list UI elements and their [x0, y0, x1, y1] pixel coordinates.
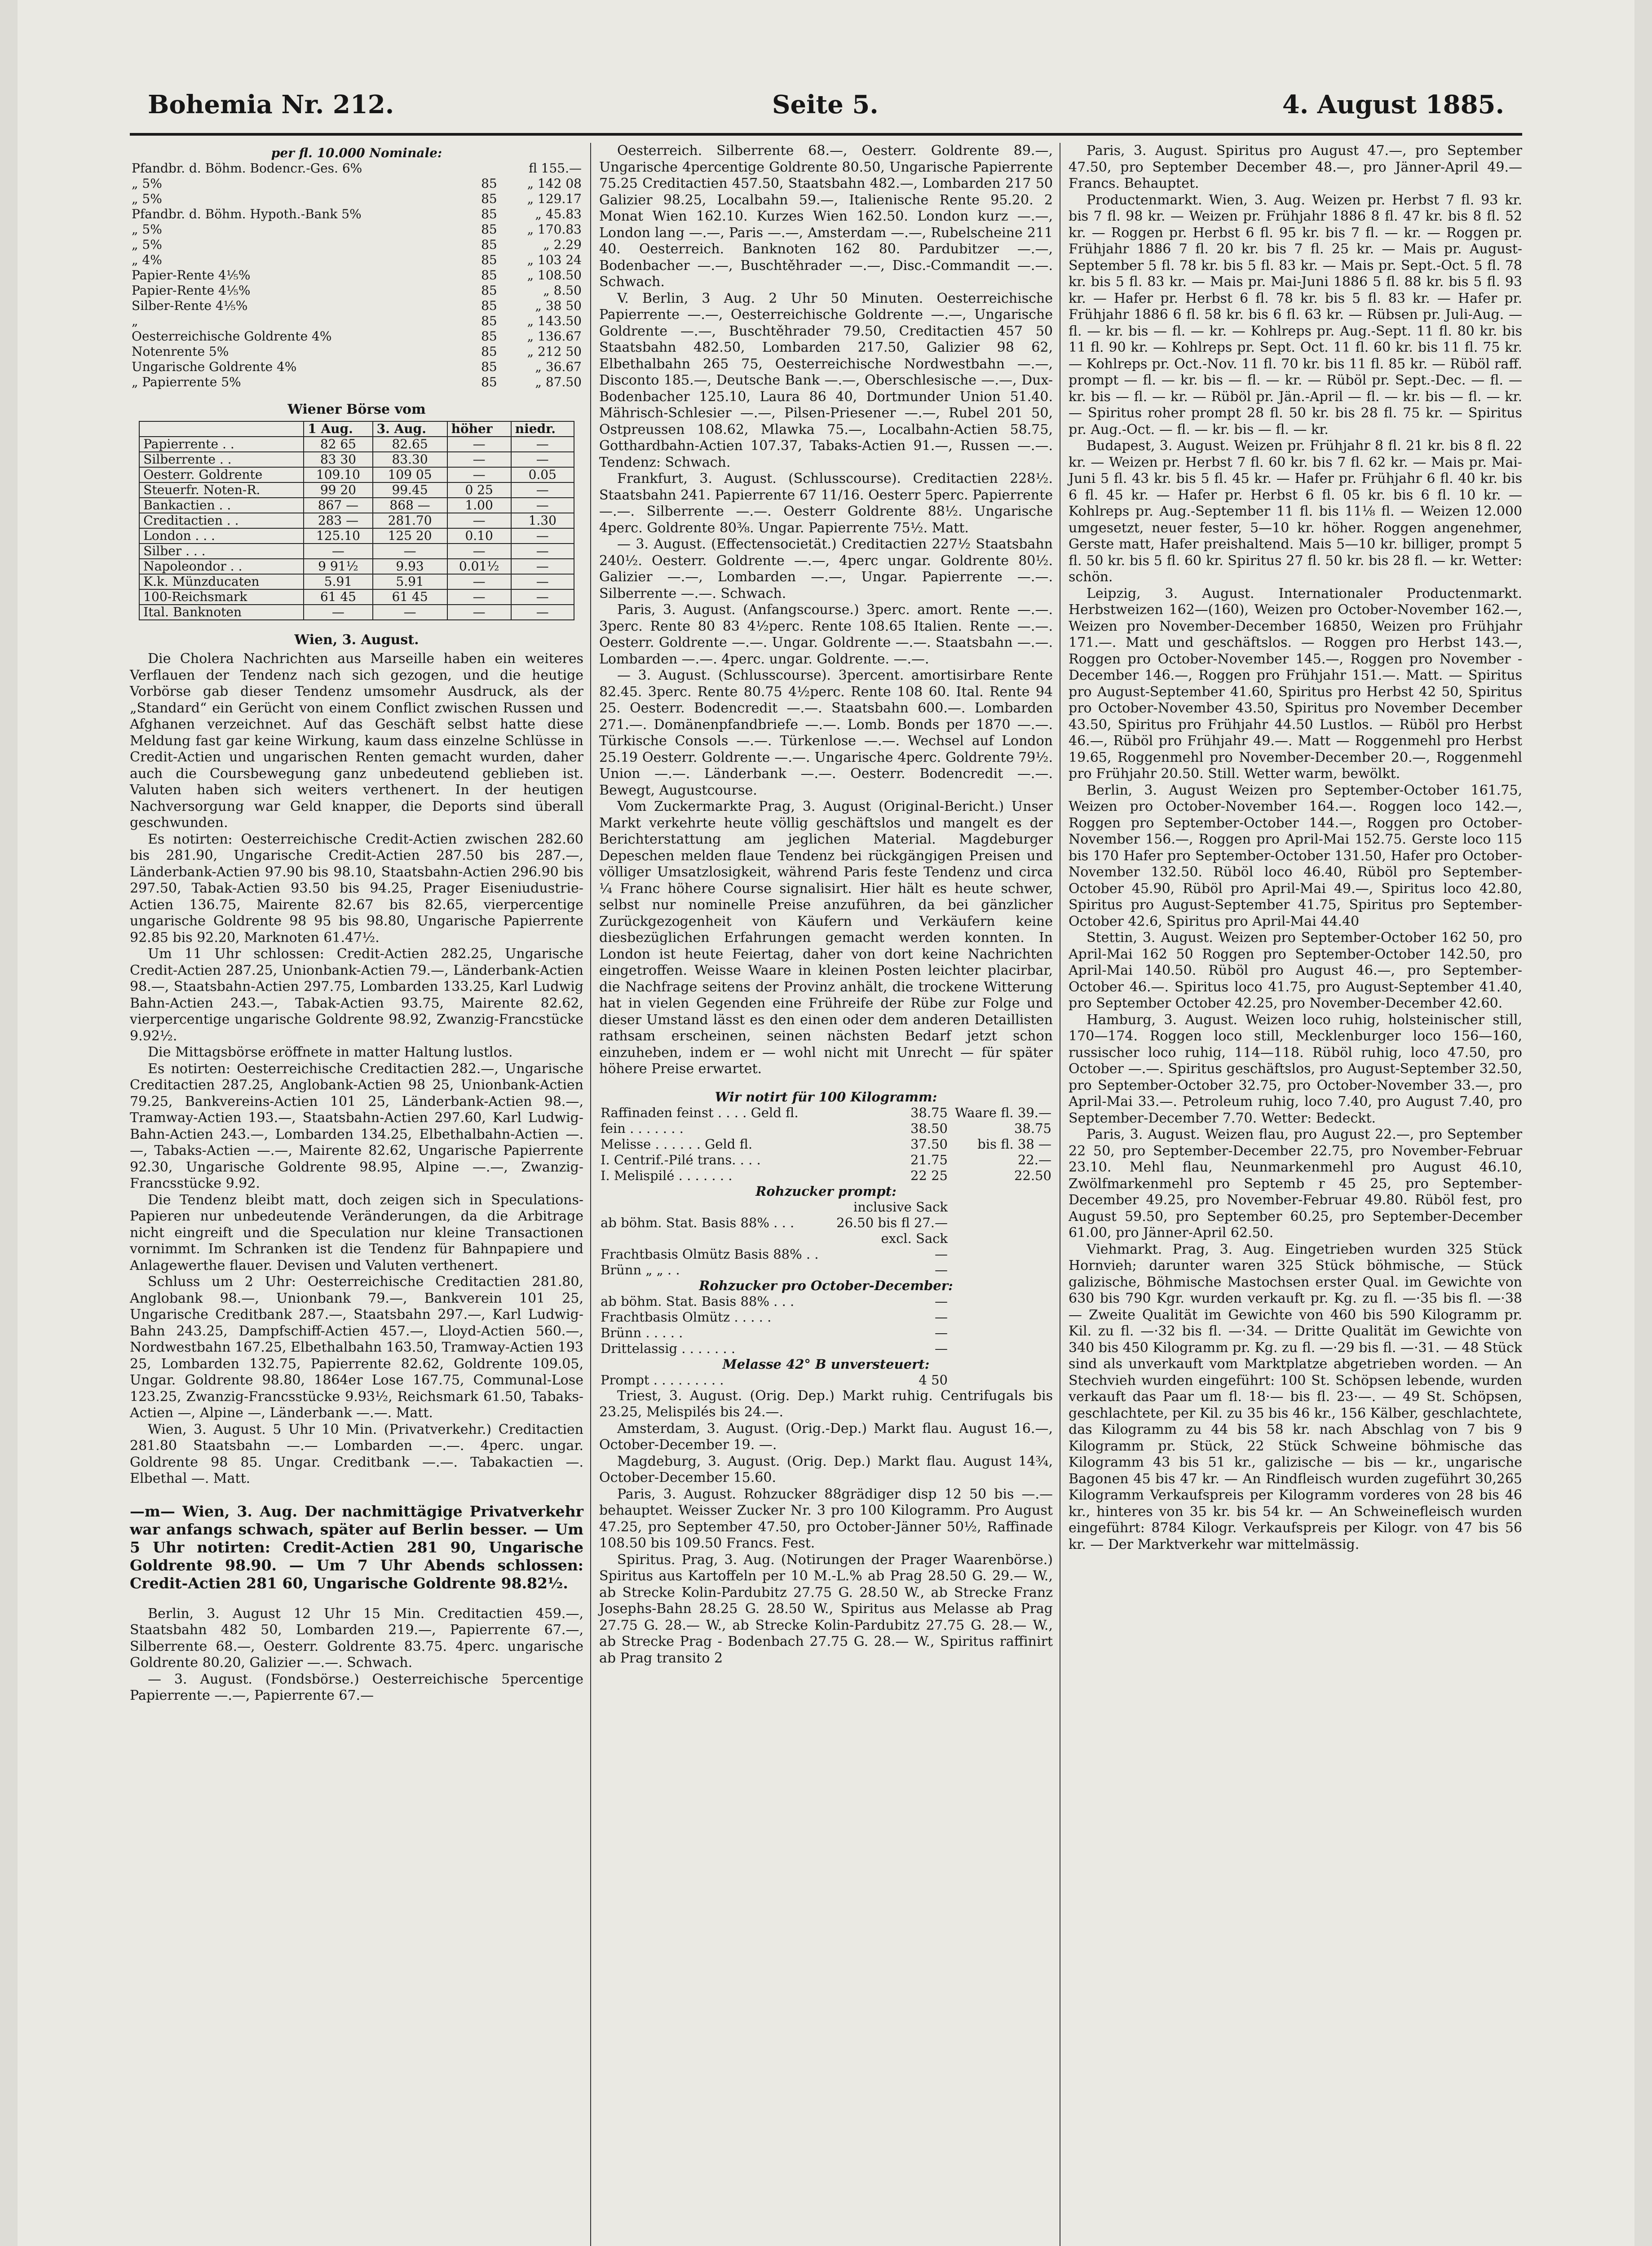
- column-2-tail: [599, 1388, 1053, 1667]
- wiener-row: [139, 513, 574, 528]
- wiener-cell: 867 —: [304, 498, 372, 513]
- wiener-cell: 109.10: [304, 467, 372, 482]
- wiener-cell: 0.10: [447, 528, 511, 544]
- column-2: [599, 143, 1053, 1667]
- wiener-cell: —: [373, 544, 447, 559]
- market-paragraph: — 3. August. (Effectensocietät.) Creditactien 227½ Staatsbahn 240½. Oesterr. Goldrente —.—, 4perc ungar. Goldrente 80½. Galizier —.—, Lombarden —.—, Ungar. Papierrente —.—. Silberrente —.—. Schwach.: [599, 536, 1053, 601]
- wiener-cell: —: [447, 544, 511, 559]
- pfandbrief-rate: 85: [481, 176, 497, 191]
- pfandbrief-row: [130, 268, 583, 283]
- wiener-column-header: höher: [447, 421, 511, 437]
- pfandbrief-value: „ 212 50: [527, 344, 582, 359]
- pfandbrief-value: „ 103 24: [527, 252, 582, 267]
- wiener-cell: 99 20: [304, 482, 372, 498]
- pfandbrief-label: Oesterreichische Goldrente 4%: [132, 329, 332, 344]
- sugar-market-table: [599, 1089, 1053, 1388]
- page-header: [130, 90, 1522, 130]
- pfandbrief-value: „ 170.83: [527, 222, 582, 237]
- pfandbrief-value: „ 129.17: [527, 191, 582, 206]
- october-row-cell: ab böhm. Stat. Basis 88% . . .: [601, 1293, 795, 1309]
- pfandbrief-rate: 85: [481, 344, 497, 359]
- pfandbrief-rate: 85: [481, 359, 497, 374]
- pfandbrief-label: Pfandbr. d. Böhm. Hypoth.-Bank 5%: [132, 207, 362, 221]
- rohzucker-row-cell: —: [935, 1262, 948, 1278]
- wiener-cell: —: [304, 605, 372, 620]
- wiener-cell: —: [511, 589, 574, 605]
- pfandbrief-value: „ 38 50: [535, 298, 582, 313]
- wiener-row-label: Creditactien . .: [139, 513, 304, 528]
- pfandbrief-row: [130, 283, 583, 298]
- rohzucker-row: [599, 1215, 1053, 1231]
- market-paragraph: Paris, 3. August. Weizen flau, pro August 22.—, pro September 22 50, pro September-December 22.75, pro November-Februar 23.10. Mehl flau, Neunmarkenmehl pro August 46.10, Zwölfmarkenmehl pro Septemb r 45 25, pro September-December 49.25, pro November-Februar 49.80. Rüböl fest, pro August 59.50, pro September 60.25, pro September-December 61.00, pro Jänner-April 62.50.: [1069, 1127, 1522, 1241]
- wiener-cell: 125 20: [373, 528, 447, 544]
- wiener-row-label: London . . .: [139, 528, 304, 544]
- pfandbrief-row: [130, 298, 583, 314]
- pfandbrief-table: [130, 146, 583, 390]
- header-date: 4. August 1885.: [1282, 90, 1504, 119]
- market-paragraph: Budapest, 3. August. Weizen pr. Frühjahr 8 fl. 21 kr. bis 8 fl. 22 kr. — Weizen pr. Herbst 7 fl. 60 kr. bis 7 fl. 62 kr. — Mais pr. Mai-Juni 5 fl. 43 kr. bis 5 fl. 45 kr. — Hafer pr. Frühjahr 6 fl. 40 kr. bis 6 fl. 45 kr. — Hafer pr. Herbst 6 fl. 05 kr. bis 6 fl. 10 kr. — Kohlreps pr. Aug.-September 11 fl. bis 11⅛ fl. — Weizen 12.000 umgesetzt, neuer fester, 5—10 kr. höher. Roggen angenehmer, Gerste matt, Hafer preishaltend. Mais 5—10 kr. billiger, prompt 5 fl. 50 kr. bis 5 fl. 60 kr. Spiritus 27 fl. 50 kr. bis 28 fl. — kr. Wetter: schön.: [1069, 438, 1522, 585]
- sugar-row-cell: I. Melispilé . . . . . . .: [601, 1167, 733, 1183]
- wiener-row: [139, 437, 574, 452]
- october-row-cell: —: [935, 1293, 948, 1309]
- column-divider: [590, 143, 591, 2246]
- wiener-boerse-title: Wiener Börse vom: [287, 402, 426, 417]
- wiener-row-label: Napoleondor . .: [139, 559, 304, 574]
- pfandbrief-row: [130, 359, 583, 375]
- melasse-value: 4 50: [919, 1372, 948, 1388]
- rohzucker-row-cell: excl. Sack: [881, 1230, 948, 1246]
- market-paragraph: Productenmarkt. Wien, 3. Aug. Weizen pr. Herbst 7 fl. 93 kr. bis 7 fl. 98 kr. — Weizen pr. Frühjahr 1886 8 fl. 47 kr. bis 8 fl. 52 kr. — Roggen pr. Herbst 6 fl. 95 kr. bis 7 fl. — kr. — Roggen pr. Frühjahr 1886 7 fl. 20 kr. bis 7 fl. 25 kr. — Mais pr. August-September 5 fl. 78 kr. bis 5 fl. 83 kr. — Mais pr. Sept.-Oct. 5 fl. 78 kr. bis 5 fl. 83 kr. — Mais pr. Mai-Juni 1886 5 fl. 88 kr. bis 5 fl. 93 kr. — Hafer pr. Herbst 6 fl. 78 kr. bis 5 fl. 83 kr. — Hafer pr. Frühjahr 1886 6 fl. 58 kr. bis 6 fl. 63 kr. — Rübsen pr. Juli-Aug. — fl. — kr. bis — fl. — kr. — Kohlreps pr. Aug.-Sept. 11 fl. 80 kr. bis 11 fl. 90 kr. — Kohlreps pr. Sept. Oct. 11 fl. 60 kr. bis 11 fl. 75 kr. — Kohlreps pr. Oct.-Nov. 11 fl. 70 kr. bis 11 fl. 85 kr. — Rüböl raff. prompt — fl. — kr. bis — fl. — kr. — Rüböl pr. Sept.-Dec. — fl. — kr. bis — fl. — kr. — Rüböl pr. Jän.-April — fl. — kr. bis — fl. — kr. — Spiritus roher prompt 28 fl. 50 kr. bis 28 fl. 75 kr. — Spiritus pr. Aug.-Oct. — fl. — kr. bis — fl. — kr.: [1069, 192, 1522, 438]
- pfandbrief-label: „ Papierrente 5%: [132, 375, 241, 389]
- pfandbrief-row: [130, 176, 583, 191]
- pfandbrief-label: Notenrente 5%: [132, 344, 229, 359]
- pfandbrief-row: [130, 375, 583, 390]
- header-rule: [130, 133, 1522, 136]
- wiener-cell: 5.91: [373, 574, 447, 589]
- pfandbrief-value: fl 155.—: [529, 161, 582, 176]
- column-1: [130, 143, 583, 1704]
- pfandbrief-value: „ 2.29: [543, 237, 582, 252]
- wiener-row: [139, 574, 574, 589]
- column-1-tail: [130, 1606, 583, 1704]
- market-paragraph: Paris, 3. August. Rohzucker 88grädiger disp 12 50 bis —.— behauptet. Weisser Zucker Nr. 3 pro 100 Kilogramm. Pro August 47.25, pro September 47.50, pro October-Jänner 50½, Raffinade 108.50 bis 109.50 Francs. Fest.: [599, 1486, 1053, 1551]
- pfandbrief-row: [130, 329, 583, 344]
- wiener-row-label: 100-Reichsmark: [139, 589, 304, 605]
- column-1-text: [130, 651, 583, 1487]
- wiener-row-label: Silber . . .: [139, 544, 304, 559]
- pfandbrief-label: „ 5%: [132, 222, 162, 237]
- wiener-row-label: Bankactien . .: [139, 498, 304, 513]
- wiener-cell: 281.70: [373, 513, 447, 528]
- wiener-cell: 283 —: [304, 513, 372, 528]
- wiener-cell: —: [511, 482, 574, 498]
- wiener-cell: 99.45: [373, 482, 447, 498]
- pfandbrief-label: Papier-Rente 4⅕%: [132, 268, 251, 283]
- wiener-cell: —: [511, 544, 574, 559]
- sugar-row-cell: 22.—: [1017, 1152, 1051, 1167]
- wiener-cell: 9 91½: [304, 559, 372, 574]
- pfandbrief-value: „ 87.50: [535, 375, 582, 389]
- pfandbrief-row: [130, 222, 583, 237]
- pfandbrief-heading: per fl. 10.000 Nominale:: [271, 146, 442, 160]
- pfandbrief-row: [130, 344, 583, 359]
- pfandbrief-label: „ 5%: [132, 191, 162, 206]
- market-paragraph: Um 11 Uhr schlossen: Credit-Actien 282.25, Ungarische Credit-Actien 287.25, Unionbank-Actien 79.—, Länderbank-Actien 98.—, Staatsbahn-Actien 297.75, Lombarden 133.25, Karl Ludwig Bahn-Actien 243.—, Tabak-Actien 93.75, Mairente 82.62, vierpercentige ungarische Goldrente 98.92, Zwanzig-Francstücke 9.92½.: [130, 946, 583, 1044]
- wiener-cell: —: [511, 574, 574, 589]
- rohzucker-row-cell: Brünn „ „ . .: [601, 1262, 680, 1278]
- rohzucker-row-cell: [949, 1262, 1053, 1278]
- market-paragraph: Stettin, 3. August. Weizen pro September-October 162 50, pro April-Mai 162 50 Roggen pro September-October 142.50, pro April-Mai 140.50. Rüböl pro August 46.—, pro September-October 46.—. Spiritus loco 41.75, pro August-September 41.40, pro September October 42.25, pro November-December 42.60.: [1069, 930, 1522, 1011]
- market-paragraph: — 3. August. (Schlusscourse). 3percent. amortisirbare Rente 82.45. 3perc. Rente 80.75 4½perc. Rente 108 60. Ital. Rente 94 25. Oesterr. Bodencredit —.—. Staatsbahn 600.—. Lombarden 271.—. Domänenpfandbriefe —.—. Lomb. Bonds per 1870 —.—. Türkische Consols —.—. Türkenlose —.—. Wechsel auf London 25.19 Oesterr. Goldrente —.—. Ungarische 4perc. Goldrente 79½. Union —.—. Länderbank —.—. Oesterr. Bodencredit —.—. Bewegt, Augustcourse.: [599, 668, 1053, 798]
- pfandbrief-label: Silber-Rente 4⅕%: [132, 298, 248, 313]
- wiener-cell: —: [511, 605, 574, 620]
- melasse-label: Prompt . . . . . . . . .: [601, 1372, 724, 1388]
- wiener-row-label: Steuerfr. Noten-R.: [139, 482, 304, 498]
- pfandbrief-label: Ungarische Goldrente 4%: [132, 359, 297, 374]
- pfandbrief-rate: 85: [481, 207, 497, 221]
- sugar-row: [599, 1136, 1053, 1152]
- market-paragraph: Hamburg, 3. August. Weizen loco ruhig, holsteinischer still, 170—174. Roggen loco still, Mecklenburger loco 156—160, russischer loco ruhig, 114—118. Rüböl ruhig, loco 47.50, pro October —.—. Spiritus geschäftslos, pro August-September 32.50, pro September-October 32.75, pro October-November 33.—, pro April-Mai 33.—. Petroleum ruhig, loco 7.40, pro August 7.40, pro September-December 7.70. Wetter: Bedeckt.: [1069, 1012, 1522, 1126]
- market-paragraph: — 3. August. (Fondsbörse.) Oesterreichische 5percentige Papierrente —.—, Papierrente 67.—: [130, 1671, 583, 1703]
- pfandbrief-label: Pfandbr. d. Böhm. Bodencr.-Ges. 6%: [132, 161, 362, 176]
- wiener-cell: —: [447, 605, 511, 620]
- market-paragraph: Amsterdam, 3. August. (Orig.-Dep.) Markt flau. August 16.—, October-December 19. —.: [599, 1420, 1053, 1453]
- pfandbrief-value: „ 108.50: [527, 268, 582, 283]
- market-paragraph: Es notirten: Oesterreichische Creditactien 282.—, Ungarische Creditactien 287.25, Anglobank-Actien 98 25, Unionbank-Actien 79.25, Bankvereins-Actien 101 25, Länderbank-Actien 98.—, Tramway-Actien 193.—, Staatsbahn-Actien 297.60, Karl Ludwig-Bahn-Actien 243.—, Lombarden 134.25, Elbethalbahn-Actien —.—, Tabaks-Actien —.—, Mairente 82.62, Ungarische Papierrente 92.30, Ungarische Goldrente 98.95, Alpine —.—, Zwanzig-Francsstücke 9.92.: [130, 1061, 583, 1191]
- sugar-row: [599, 1152, 1053, 1168]
- wiener-cell: —: [447, 467, 511, 482]
- wiener-row-label: Ital. Banknoten: [139, 605, 304, 620]
- market-paragraph: Die Tendenz bleibt matt, doch zeigen sich in Speculations-Papieren nur unbedeutende Veränderungen, da die Arbitrage nicht eingreift und die Speculation nur kleine Transactionen vornimmt. Im Schranken ist die Tendenz für Bahnpapiere und Anlagewerthe flauer. Devisen und Valuten verthenert.: [130, 1192, 583, 1273]
- rohzucker-row: [599, 1262, 1053, 1278]
- wiener-cell: —: [511, 559, 574, 574]
- rohzucker-row-cell: [949, 1215, 1053, 1231]
- wiener-cell: 82.65: [373, 437, 447, 452]
- pfandbrief-value: „ 8.50: [543, 283, 582, 298]
- rohzucker-heading: Rohzucker prompt:: [755, 1183, 897, 1199]
- sugar-row-cell: Raffinaden feinst . . . . Geld fl.: [601, 1105, 799, 1120]
- wiener-cell: —: [511, 528, 574, 544]
- pfandbrief-rate: 85: [481, 252, 497, 267]
- wiener-cell: —: [447, 452, 511, 467]
- market-paragraph: Frankfurt, 3. August. (Schlusscourse). Creditactien 228½. Staatsbahn 241. Papierrente 67 11/16. Oesterr 5perc. Papierrente —.—. Silberrente —.—. Oesterr Goldrente 88½. Ungarische 4perc. Goldrente 80⅜. Ungar. Papierrente 75½. Matt.: [599, 471, 1053, 536]
- rohzucker-row-cell: [949, 1247, 1053, 1262]
- october-row-cell: —: [935, 1325, 948, 1340]
- rohzucker-row-cell: [949, 1199, 1053, 1215]
- wiener-row-label: Oesterr. Goldrente: [139, 467, 304, 482]
- rohzucker-row: [599, 1199, 1053, 1215]
- pfandbrief-rate: 85: [481, 314, 497, 328]
- wiener-row: [139, 482, 574, 498]
- wiener-cell: —: [511, 498, 574, 513]
- column-2-text: [599, 143, 1053, 1078]
- sugar-row-cell: Melisse . . . . . . Geld fl.: [601, 1136, 753, 1152]
- pfandbrief-value: „ 136.67: [527, 329, 582, 344]
- wiener-cell: 5.91: [304, 574, 372, 589]
- pfandbrief-label: „ 5%: [132, 237, 162, 252]
- pfandbrief-value: „ 45.83: [535, 207, 582, 221]
- wiener-row: [139, 605, 574, 620]
- wiener-column-header: niedr.: [511, 421, 574, 437]
- pfandbrief-rate: 85: [481, 329, 497, 344]
- wiener-cell: —: [447, 589, 511, 605]
- wiener-cell: 61 45: [373, 589, 447, 605]
- column-3: [1069, 143, 1522, 1553]
- pfandbrief-label: „ 4%: [132, 252, 162, 267]
- market-paragraph: Berlin, 3. August 12 Uhr 15 Min. Creditactien 459.—, Staatsbahn 482 50, Lombarden 219.—, Papierrente 67.—, Silberrente 68.—, Oesterr. Goldrente 83.75. 4perc. ungarische Goldrente 80.20, Galizier —.—. Schwach.: [130, 1605, 583, 1671]
- wiener-row: [139, 452, 574, 467]
- october-row-cell: —: [935, 1340, 948, 1356]
- october-row: [599, 1309, 1053, 1325]
- newspaper-page: [18, 0, 1634, 2246]
- market-paragraph: Es notirten: Oesterreichische Credit-Actien zwischen 282.60 bis 281.90, Ungarische Credit-Actien 287.50 bis 287.—, Länderbank-Actien 97.90 bis 98.10, Staatsbahn-Actien 296.90 bis 297.50, Tabak-Actien 93.50 bis 94.25, Prager Eiseniudustrie-Actien 136.75, Mairente 82.67 bis 82.65, vierpercentige ungarische Goldrente 98 95 bis 98.80, Ungarische Papierrente 92.85 bis 92.20, Marknoten 61.47½.: [130, 831, 583, 946]
- rohzucker-row: [599, 1247, 1053, 1262]
- privatverkehr-notice: —m— Wien, 3. Aug. Der nachmittägige Privatverkehr war anfangs schwach, später auf Berlin besser. — Um 5 Uhr notirten: Credit-Actien 281 90, Ungarische Goldrente 98.90. — Um 7 Uhr Abends schlossen: Credit-Actien 281 60, Ungarische Goldrente 98.82½.: [130, 1502, 583, 1592]
- october-row: [599, 1341, 1053, 1357]
- wiener-row: [139, 467, 574, 482]
- rohzucker-row-cell: [949, 1231, 1053, 1247]
- wiener-column-header: [139, 421, 304, 437]
- wiener-cell: —: [511, 437, 574, 452]
- pfandbrief-value: „ 36.67: [535, 359, 582, 374]
- wiener-cell: 868 —: [373, 498, 447, 513]
- wiener-cell: 83.30: [373, 452, 447, 467]
- pfandbrief-value: „ 142 08: [527, 176, 582, 191]
- pfandbrief-row: [130, 161, 583, 176]
- october-row-cell: —: [935, 1309, 948, 1325]
- pfandbrief-row: [130, 252, 583, 268]
- rohzucker-row-cell: Frachtbasis Olmütz Basis 88% . .: [601, 1246, 819, 1262]
- wiener-row-label: Silberrente . .: [139, 452, 304, 467]
- wiener-cell: —: [373, 605, 447, 620]
- pfandbrief-rate: 85: [481, 298, 497, 313]
- wiener-row: [139, 544, 574, 559]
- pfandbrief-label: „ 5%: [132, 176, 162, 191]
- october-row-cell: Drittelassig . . . . . . .: [601, 1340, 736, 1356]
- sugar-row-cell: I. Centrif.-Pilé trans. . . .: [601, 1152, 761, 1167]
- rohzucker-row: [599, 1231, 1053, 1247]
- rohzucker-row-cell: 26.50 bis fl 27.—: [836, 1215, 948, 1230]
- wiener-row: [139, 498, 574, 513]
- melasse-heading: Melasse 42° B unversteuert:: [722, 1356, 930, 1372]
- october-row: [599, 1325, 1053, 1341]
- sugar-row-cell: 38.75: [1014, 1120, 1051, 1136]
- wiener-cell: 125.10: [304, 528, 372, 544]
- wiener-cell: 9.93: [373, 559, 447, 574]
- sugar-row-cell: fein . . . . . . .: [601, 1120, 684, 1136]
- column-3-text: [1069, 143, 1522, 1553]
- header-publication: Bohemia Nr. 212.: [148, 90, 394, 119]
- wiener-cell: —: [447, 513, 511, 528]
- pfandbrief-rate: 85: [481, 237, 497, 252]
- wien-heading: Wien, 3. August.: [294, 632, 419, 648]
- wiener-cell: 82 65: [304, 437, 372, 452]
- market-paragraph: Magdeburg, 3. August. (Orig. Dep.) Markt flau. August 14¾, October-December 15.60.: [599, 1453, 1053, 1486]
- sugar-row-cell: 22 25: [910, 1167, 948, 1183]
- sugar-row-cell: 37.50: [910, 1136, 948, 1152]
- wiener-row-label: K.k. Münzducaten: [139, 574, 304, 589]
- market-paragraph: Oesterreich. Silberrente 68.—, Oesterr. Goldrente 89.—, Ungarische 4percentige Goldrente 80.50, Ungarische Papierrente 75.25 Creditactien 457.50, Staatsbahn 482.—, Lombarden 217 50 Galizier 98.25, Localbahn 59.—, Italienische Rente 95.20. 2 Monat Wien 162.10. Kurzes Wien 162.50. London kurz —.—, London lang —.—, Paris —.—, Amsterdam —.—, Rubelscheine 211 40. Oesterreich. Banknoten 162 80. Pardubitzer —.—, Bodenbacher —.—, Buschtěhrader —.—, Disc.-Commandit —.—. Schwach.: [599, 143, 1053, 290]
- pfandbrief-row: [130, 207, 583, 222]
- wiener-boerse-table: [139, 421, 574, 620]
- market-paragraph: Schluss um 2 Uhr: Oesterreichische Creditactien 281.80, Anglobank 98.—, Unionbank 79.—, Bankverein 101 25, Ungarische Creditbank 287.—, Staatsbahn 297.—, Karl Ludwig-Bahn 243.25, Dampfschiff-Actien 457.—, Lloyd-Actien 560.—, Nordwestbahn 167.25, Elbethalbahn 163.50, Tramway-Actien 193 25, Lombarden 132.75, Papierrente 82.62, Goldrente 109.05, Ungar. Goldrente 98.80, 1864er Lose 167.75, Communal-Lose 123.25, Zwanzig-Francsstücke 9.93½, Reichsmark 61.50, Tabaks-Actien —, Alpine —, Länderbank —.—. Matt.: [130, 1274, 583, 1421]
- sugar-row-cell: 21.75: [910, 1152, 948, 1167]
- wiener-cell: —: [447, 437, 511, 452]
- sugar-row: [599, 1168, 1053, 1184]
- pfandbrief-rate: 85: [481, 283, 497, 298]
- pfandbrief-row: [130, 237, 583, 252]
- market-paragraph: Berlin, 3. August Weizen pro September-October 161.75, Weizen pro October-November 164.—. Roggen loco 142.—, Roggen pro September-October 144.—, Roggen pro October-November 156.—, Roggen pro April-Mai 152.75. Gerste loco 115 bis 170 Hafer pro September-October 131.50, Hafer pro October-November 132.50. Rüböl loco 46.40, Rüböl pro September-October 45.90, Rüböl pro April-Mai 49.—, Spiritus loco 42.80, Spiritus pro August-September 41.75, Spiritus pro September-October 42.6, Spiritus pro April-Mai 44.40: [1069, 782, 1522, 929]
- sugar-row-cell: 38.50: [910, 1120, 948, 1136]
- wiener-cell: 1.30: [511, 513, 574, 528]
- pfandbrief-label: Papier-Rente 4⅕%: [132, 283, 251, 298]
- wiener-cell: —: [447, 574, 511, 589]
- market-paragraph: Paris, 3. August. Spiritus pro August 47.—, pro September 47.50, pro September December 48.—, pro Jänner-April 49.— Francs. Behauptet.: [1069, 143, 1522, 191]
- wiener-row-label: Papierrente . .: [139, 437, 304, 452]
- market-paragraph: Triest, 3. August. (Orig. Dep.) Markt ruhig. Centrifugals bis 23.25, Melispilés bis 24.—.: [599, 1388, 1053, 1420]
- october-row: [599, 1294, 1053, 1309]
- wiener-cell: 0.01½: [447, 559, 511, 574]
- wiener-cell: 109 05: [373, 467, 447, 482]
- wiener-cell: —: [304, 544, 372, 559]
- rohzucker-row-cell: [599, 1199, 830, 1215]
- header-page-number: Seite 5.: [772, 90, 879, 119]
- market-paragraph: V. Berlin, 3 Aug. 2 Uhr 50 Minuten. Oesterreichische Papierrente —.—, Oesterreichische Goldrente —.—, Ungarische Goldrente —.—, Buschtěhrader 79.50, Creditactien 457 50 Staatsbahn 482.50, Lombarden 217.50, Galizier 98 62, Elbethalbahn 265 75, Oesterreichische Nordwestbahn —.—, Disconto 185.—, Deutsche Bank —.—, Oberschlesische —.—, Dux-Bodenbacher 125.10, Laura 86 40, Dortmunder Union 51.40. Mährisch-Schlesier —.—, Pilsen-Priesener —.—, Rubel 201 50, Ostpreussen 108.62, Mlawka 75.—, Localbahn-Actien 58.75, Gotthardbahn-Actien 107.37, Tabaks-Actien 91.—, Russen —.—. Tendenz: Schwach.: [599, 290, 1053, 470]
- october-row-cell: Frachtbasis Olmütz . . . . .: [601, 1309, 772, 1325]
- wiener-cell: —: [511, 452, 574, 467]
- sugar-heading: Wir notirt für 100 Kilogramm:: [715, 1089, 937, 1105]
- pfandbrief-rate: 85: [481, 375, 497, 389]
- pfandbrief-rate: 85: [481, 191, 497, 206]
- wiener-row: [139, 589, 574, 605]
- pfandbrief-rate: 85: [481, 222, 497, 237]
- pfandbrief-rate: [470, 161, 499, 176]
- pfandbrief-row: [130, 191, 583, 207]
- october-row-cell: Brünn . . . . .: [601, 1325, 683, 1340]
- market-paragraph: Spiritus. Prag, 3. Aug. (Notirungen der Prager Waarenbörse.) Spiritus aus Kartoffeln per 10 M.-L.% ab Prag 28.50 G. 29.— W., ab Strecke Kolin-Pardubitz 27.75 G. 28.50 W., ab Strecke Franz Josephs-Bahn 28.25 G. 28.50 W., Spiritus aus Melasse ab Prag 27.75 G. 28.— W., ab Strecke Kolin-Pardubitz 27.75 G. 28.— W., ab Strecke Prag - Bodenbach 27.75 G. 28.— W., Spiritus raffinirt ab Prag transito 2: [599, 1552, 1053, 1666]
- wiener-cell: 1.00: [447, 498, 511, 513]
- market-paragraph: Leipzig, 3. August. Internationaler Productenmarkt. Herbstweizen 162—(160), Weizen pro October-November 162.—, Weizen pro November-December 16850, Weizen pro Frühjahr 171.—. Matt und geschäftslos. — Roggen pro Herbst 143.—, Roggen pro October-November 145.—, Roggen pro November - December 146.—, Roggen pro Frühjahr 151.—. Matt. — Spiritus pro August-September 41.60, Spiritus pro Herbst 42 50, Spiritus pro October-November 43.50, Spiritus pro November December 43.50, Spiritus pro Frühjahr 44.50 Lustlos. — Rüböl pro Herbst 46.—, Rüböl pro Frühjahr 49.—. Matt — Roggenmehl pro Herbst 19.65, Roggenmehl pro November-December 20.—, Roggenmehl pro Frühjahr 20.50. Still. Wetter warm, bewölkt.: [1069, 585, 1522, 782]
- wiener-row: [139, 559, 574, 574]
- sugar-row: [599, 1121, 1053, 1136]
- market-paragraph: Die Cholera Nachrichten aus Marseille haben ein weiteres Verflauen der Tendenz nach sich gezogen, und die heutige Vorbörse gab dieser Tendenz umsomehr Ausdruck, als der „Standard“ ein Gerücht von einem Conflict zwischen Russen und Afghanen verzeichnet. Auf das Geschäft selbst hatte diese Meldung fast gar keine Wirkung, kaum dass einzelne Schlüsse in Credit-Actien und ungarischen Renten gemacht wurden, daher auch die Coursbewegung ganz unbedeutend geblieben ist. Valuten haben sich weiters verthenert. In der heutigen Nachversorgung war Geld knapper, die Deports sind überall geschwunden.: [130, 651, 583, 831]
- market-paragraph: Wien, 3. August. 5 Uhr 10 Min. (Privatverkehr.) Creditactien 281.80 Staatsbahn —.— Lombarden —.—. 4perc. ungar. Goldrente 98 85. Ungar. Creditbank —.—. Tabakactien —. Elbethal —. Matt.: [130, 1421, 583, 1486]
- wiener-column-header: 1 Aug.: [304, 421, 372, 437]
- market-paragraph: Die Mittagsbörse eröffnete in matter Haltung lustlos.: [148, 1044, 513, 1060]
- sugar-row-cell: 38.75: [910, 1105, 948, 1120]
- sugar-row-cell: bis fl. 38 —: [977, 1136, 1051, 1152]
- wiener-row: [139, 528, 574, 544]
- sugar-row: [599, 1105, 1053, 1121]
- market-paragraph: Paris, 3. August. (Anfangscourse.) 3perc. amort. Rente —.—. 3perc. Rente 80 83 4½perc. Rente 108.65 Italien. Rente —.—. Oesterr. Goldrente —.—. Ungar. Goldrente —.—. Staatsbahn —.—. Lombarden —.—. 4perc. ungar. Goldrente. —.—.: [599, 602, 1053, 667]
- wiener-cell: 83 30: [304, 452, 372, 467]
- rohzucker-row-cell: [599, 1231, 830, 1247]
- wiener-cell: 0.05: [511, 467, 574, 482]
- wiener-cell: 61 45: [304, 589, 372, 605]
- sugar-row-cell: Waare fl. 39.—: [954, 1105, 1051, 1120]
- pfandbrief-rate: 85: [481, 268, 497, 283]
- pfandbrief-row: [130, 314, 583, 329]
- october-heading: Rohzucker pro October-December:: [699, 1278, 953, 1293]
- pfandbrief-value: „ 143.50: [527, 314, 582, 328]
- wiener-column-header: 3. Aug.: [373, 421, 447, 437]
- rohzucker-row-cell: inclusive Sack: [853, 1199, 948, 1215]
- market-paragraph: Vom Zuckermarkte Prag, 3. August (Original-Bericht.) Unser Markt verkehrte heute völlig geschäftslos und mangelt es der Berichterstattung am jeglichen Material. Magdeburger Depeschen melden flaue Tendenz bei rückgängigen Preisen und völliger Umsatzlosigkeit, während Paris feste Tendenz und circa ¼ Franc höhere Course signalisirt. Hier hält es heute schwer, selbst nur nominelle Preise anzuführen, da bei gänzlicher Zurückgezogenheit von Käufern und Verkäufern keine diesbezüglichen Erfahrungen gemacht werden konnten. In London ist heute Feiertag, daher von dort keine Nachrichten eingetroffen. Weisse Waare in kleinen Posten leichter placirbar, die Nachfrage seitens der Provinz anhält, die trockene Witterung hat in vielen Gegenden eine Frühreife der Rübe zur Folge und dieser Umstand lässt es den einen oder dem anderen Detaillisten rathsam erscheinen, seinen nächsten Bedarf jetzt schon einzuheben, indem er — wohl nicht mit Unrecht — für später höhere Preise erwartet.: [599, 799, 1053, 1077]
- market-paragraph: Viehmarkt. Prag, 3. Aug. Eingetrieben wurden 325 Stück Hornvieh; darunter waren 325 Stück böhmische, — Stück galizische, Böhmische Mastochsen erster Qual. im Gewichte von 630 bis 790 Kgr. wurden verkauft pr. Kg. zu fl. —·35 bis fl. —·38 — Zweite Qualität im Gewichte von 460 bis 590 Kilogramm pr. Kil. zu fl. —·32 bis fl. —·34. — Dritte Qualität im Gewichte von 340 bis 450 Kilogramm pr. Kg. zu fl. —·29 bis fl. —·31. — 48 Stück sind als unverkauft vom Marktplatze abgetrieben worden. — An Stechvieh wurden eingeführt: 100 St. Schöpsen lebende, wurden verkauft das Paar um fl. 18·— bis fl. 23·—. — 49 St. Schöpsen, geschlachtete, per Kil. zu 35 bis 46 kr., 156 Kälber, geschlachtete, das Kilogramm zu 44 bis 58 kr. nach Abschlag von 7 bis 9 Kilogramm pr. Stück, 22 Stück Schweine böhmische das Kilogramm 43 bis 51 kr., galizische — bis — kr., ungarische Bagonen 45 bis 47 kr. — An Rindfleisch wurden zugeführt 30,265 Kilogramm Verkaufspreis per Kilogramm vorderes von 28 bis 46 kr., hinteres von 35 kr. bis 54 kr. — An Schweinefleisch wurden eingeführt: 8784 Kilogr. Verkaufspreis per Kilogr. von 47 bis 56 kr. — Der Marktverkehr war mittelmässig.: [1069, 1241, 1522, 1552]
- wiener-cell: 0 25: [447, 482, 511, 498]
- pfandbrief-label: „: [132, 314, 138, 328]
- rohzucker-row-cell: ab böhm. Stat. Basis 88% . . .: [601, 1215, 795, 1230]
- rohzucker-row-cell: —: [935, 1246, 948, 1262]
- sugar-row-cell: 22.50: [1014, 1167, 1051, 1183]
